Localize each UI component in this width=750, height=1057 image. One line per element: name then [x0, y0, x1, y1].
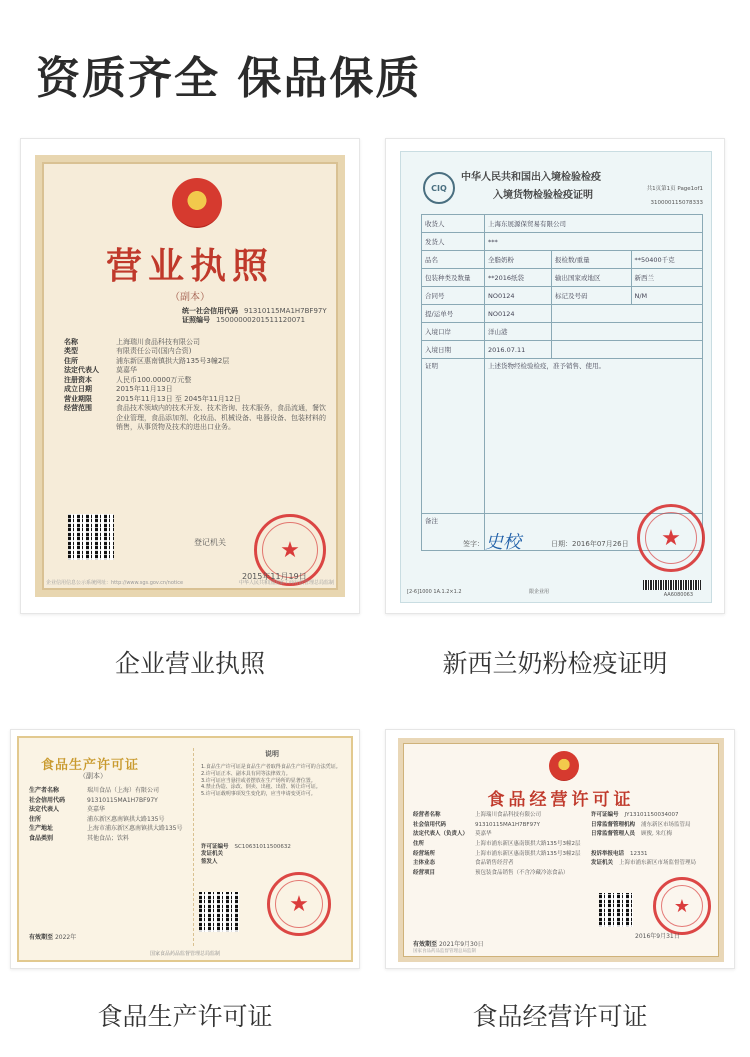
- national-emblem-icon: [549, 751, 579, 781]
- divider: [193, 748, 194, 946]
- caption-operation-license: 食品经营许可证: [472, 1002, 648, 1031]
- operation-seal-icon: ★: [653, 877, 711, 935]
- table-row: 品名 全脂奶粉 报检数/重量 **50400千克: [422, 251, 703, 269]
- quarantine-seal-icon: ★: [637, 504, 705, 572]
- business-license-footer-left: 企业信用信息公示系统网址：http://www.sgs.gov.cn/notice: [46, 580, 184, 587]
- table-row: 入境日期 2016.07.11: [422, 341, 703, 359]
- business-license-footer-right: 中华人民共和国国家工商行政管理总局监制: [238, 580, 334, 587]
- quarantine-footer-left: [2-6]1000 1A.1.2×1.2: [407, 589, 462, 596]
- table-row: 收货人 上海东展源保贸易有限公司: [422, 215, 703, 233]
- business-license-heading: 营业执照: [105, 245, 274, 287]
- production-license-subheading: （副本）: [79, 772, 107, 780]
- quarantine-page-info: 共1页第1页 Page1of1: [646, 186, 703, 192]
- production-license-fields: 生产者名称 瑞川食品（上海）有限公司 社会信用代码 91310115MA1H7BF97Y 法定代表人 莫嘉华 住所 浦东新区惠南镇拱大路135号 生产地址 上海市浦东新区惠南镇拱大路135号 食品类别 其他食品；饮料: [29, 787, 183, 842]
- production-license-document: [17, 736, 353, 962]
- quarantine-heading: 中华人民共和国出入境检验检疫: [461, 172, 601, 183]
- qr-code-icon: [68, 514, 114, 560]
- signature-label: 签字：: [463, 540, 484, 548]
- barcode-icon: [643, 580, 701, 590]
- qr-code-icon: [599, 893, 633, 927]
- quarantine-footer-mid: 限企业用: [529, 589, 550, 596]
- production-notes: 1.食品生产许可证是食品生产者取得食品生产许可的合法凭证。 2.许可证正本、副本具有同等法律效力。 3.许可证应当悬挂或者摆放在生产场所的显著位置。 4.禁止伪造、涂改、倒卖、出租、出借、转让许可证。 5.许可证载明事项发生变化的，应当申请变更许可。: [201, 764, 341, 797]
- table-row: 提/运单号 NO0124: [422, 305, 703, 323]
- operation-footer: 国家食品药品监督管理总局监制: [413, 948, 476, 954]
- national-emblem-icon: [172, 178, 222, 228]
- table-row: 发货人 ***: [422, 233, 703, 251]
- operation-license-document: [398, 738, 724, 962]
- table-row: 入境口岸 洋山港: [422, 323, 703, 341]
- official-seal-icon: ★: [254, 514, 326, 586]
- production-notes-title: 说明: [265, 750, 279, 758]
- caption-quarantine: 新西兰奶粉检疫证明: [442, 649, 668, 678]
- quarantine-table: [421, 214, 703, 551]
- signature: 史校: [485, 532, 521, 553]
- registration-authority-label: 登记机关: [194, 538, 226, 547]
- production-cert-no: 许可证编号 SC10631011500632 发证机关 签发人: [201, 844, 291, 865]
- certificate-card-quarantine[interactable]: [385, 138, 725, 614]
- caption-business-license: 企业营业执照: [114, 649, 265, 678]
- operation-license-heading: 食品经营许可证: [487, 790, 635, 810]
- operation-license-fields: 经营者名称 上海瑞川食品科技有限公司 许可证编号 JY13101150034007 社会信用代码 91310115MA1H7BF97Y 日常监督管理机构 浦东新区市场监管局 法定代表人（负责人） 莫嘉华 日常监督管理人员 顾俊, 朱红梅 住所 上海市浦东新区惠南镇拱大路135号3幢2层 经营场所 上海市浦东新区惠南镇拱大路135号3幢2层 投诉举报电话 12331 主体业态 食品销售经营者 发证机关 上海市浦东新区市场监督管理局 经营项目 预包装食品销售（不含冷藏冷冻食品）: [413, 812, 697, 876]
- certificate-card-production-license[interactable]: [10, 729, 360, 969]
- page-title: 资质齐全 保品保质: [36, 53, 422, 104]
- business-license-date: 2015年11月19日: [242, 572, 307, 581]
- business-license-fields: 名称 上海瑞川食品科技有限公司 类型 有限责任公司(国内合资) 住所 浦东新区惠南镇拱大路135号3幢2层 法定代表人 莫嘉华 注册资本 人民币100.0000万元整 成立日期 2015年11月13日 营业期限 2015年11月13日 至 2045年11月12日 经营范围 食品技术领域内的技术开发、技术咨询、技术服务，食品流通，餐饮企业管理，食品添加剂、化妆品、机械设备、电器设备、包装材料的销售，从事货物及技术的进出口业务。: [64, 338, 326, 431]
- barcode-text: AA6080063: [663, 592, 693, 599]
- quarantine-number: 310000115078333: [650, 200, 703, 206]
- qr-code-icon: [199, 892, 239, 932]
- caption-production-license: 食品生产许可证: [97, 1002, 273, 1031]
- business-license-document: [35, 155, 345, 597]
- quarantine-date: 日期：2016年07月26日: [551, 540, 629, 548]
- table-row: 备注: [422, 514, 703, 551]
- table-row: 包装种类及数量 **2016纸袋 输出国家或地区 新西兰: [422, 269, 703, 287]
- production-license-heading: 食品生产许可证: [41, 758, 140, 773]
- certificate-card-operation-license[interactable]: [385, 729, 735, 969]
- table-row: 证明 上述货物经检验检疫，准予销售、使用。: [422, 359, 703, 514]
- credit-code-block: 统一社会信用代码 91310115MA1H7BF97Y 证照编号 15000000201511120071: [182, 307, 327, 325]
- production-footer: 国家食品药品监督管理总局监制: [149, 951, 220, 958]
- ciq-logo-icon: CIQ: [423, 172, 455, 204]
- operation-issue-date: 2016年9月31日: [635, 933, 680, 940]
- quarantine-subheading: 入境货物检验检疫证明: [493, 190, 593, 201]
- operation-valid: 有效期至 2021年9月30日: [413, 941, 484, 948]
- certificate-card-business-license[interactable]: [20, 138, 360, 614]
- production-seal-icon: ★: [267, 872, 331, 936]
- table-row: 合同号 NO0124 标记及号码 N/M: [422, 287, 703, 305]
- production-valid: 有效期至 2022年: [29, 933, 77, 941]
- business-license-subheading: （副本）: [170, 292, 210, 303]
- quarantine-document: [400, 151, 712, 603]
